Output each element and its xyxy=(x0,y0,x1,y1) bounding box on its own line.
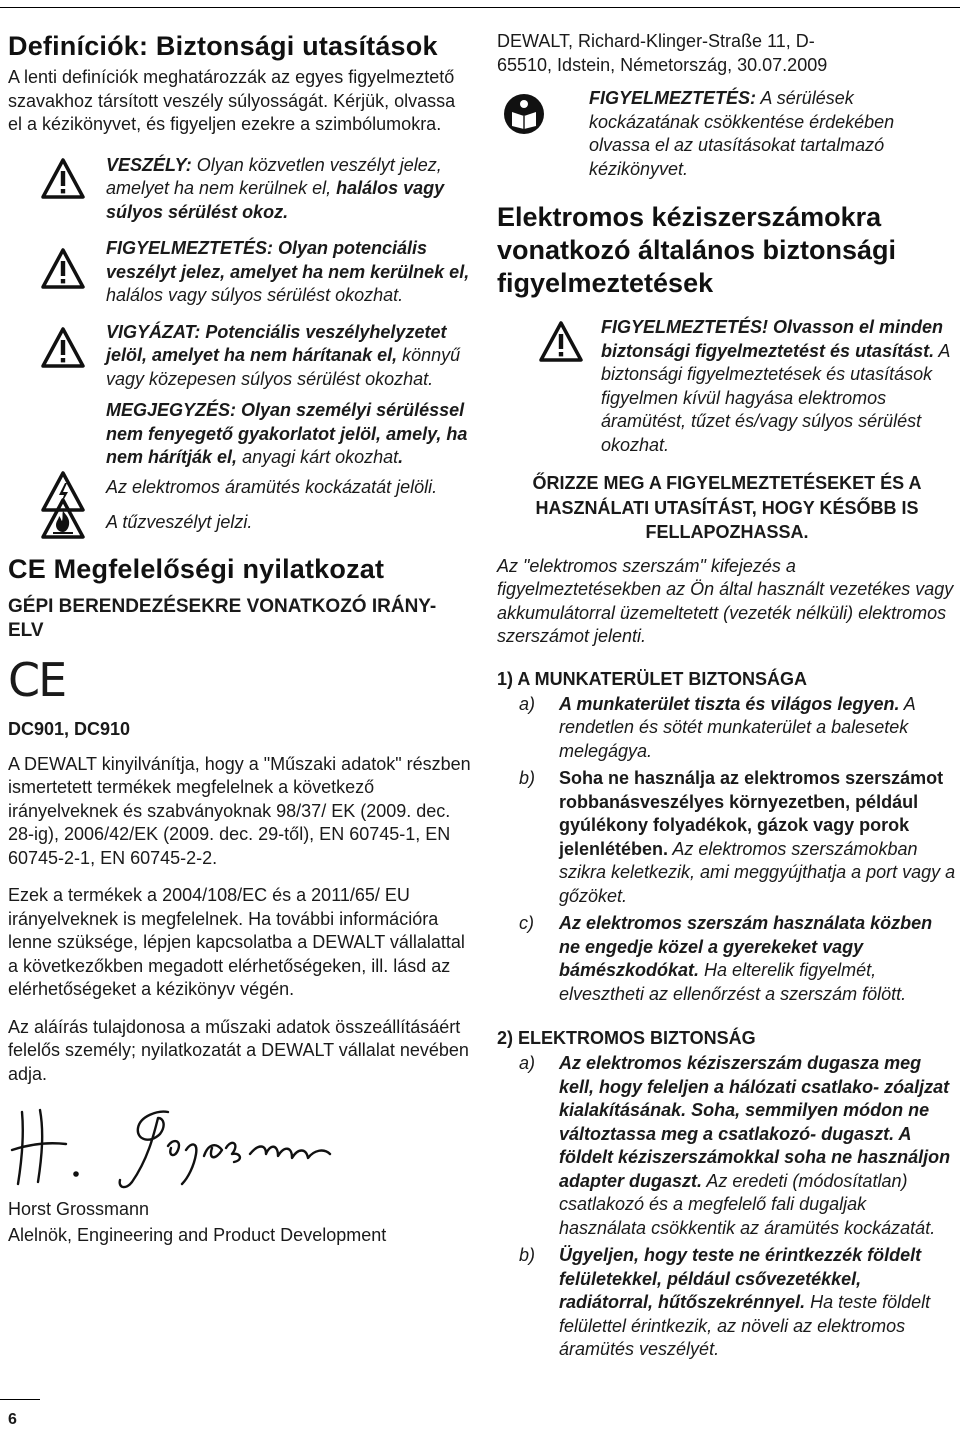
page-number: 6 xyxy=(8,1411,17,1428)
top-rule xyxy=(0,7,960,8)
warning-triangle-icon xyxy=(538,320,584,364)
signer-name: Horst Grossmann xyxy=(8,1199,150,1219)
ce-title: CE Megfelelőségi nyilatkozat xyxy=(8,553,385,584)
notice-word: MEGJEGYZÉS: xyxy=(106,400,237,420)
section-title: Elektromos kéziszerszámokra vonatkozó általános biztonsági figyelmeztetések xyxy=(497,202,897,298)
footer-rule xyxy=(0,1399,40,1400)
manual-warning-word: FIGYELMEZTETÉS: xyxy=(589,88,757,108)
section-heading: 2) ELEKTROMOS BIZTONSÁG xyxy=(497,1028,756,1048)
keep-instructions-notice: ŐRIZZE MEG A FIGYELMEZTETÉSEKET ÉS A HASZNÁLATI UTASÍTÁST, HOGY KÉSŐBB IS FELLAPOZHASSA. xyxy=(532,473,922,542)
manual-warning: FIGYELMEZTETÉS: A sérülések kockázatának csökkentése érdekében olvassa el az utasításokat tartalmazó kézikönyvet. xyxy=(497,87,957,181)
ce-para2: Ezek a termékek a 2004/108/EC és a 2011/65/ EU irányelveknek is megfelelnek. Ha további információra lenne szüksége, lépjen kapcsolatba a DEWALT vállalattal a következőkben megadott elérhetőségeken, ill. lásd az elérhetőségeket a kézikönyv végén. xyxy=(8,885,465,999)
caution-word: VIGYÁZAT: xyxy=(106,321,201,342)
list-item: b) Soha ne használja az elektromos szerszámot robbanásveszélyes környezetben, például gyúlékony folyadékok, gázok vagy porok jelenlétében. Az elektromos szerszámokban szikra keletkezik, ami meggyújthatja a port vagy a gőzöket. xyxy=(519,768,956,906)
definitions-title: Definíciók: Biztonsági utasítások xyxy=(8,31,438,61)
left-column xyxy=(8,30,472,1247)
manufacturer-address: DEWALT, Richard-Klinger-Straße 11, D-65510, Idstein, Németország, 30.07.2009 xyxy=(497,31,828,75)
general-warning: FIGYELMEZTETÉS! Olvasson el minden biztonsági figyelmeztetést és utasítást. A biztonsági figyelmeztetések és utasítások figyelmen kívül hagyása elektromos áramütést, tűzet és/vagy súlyos sérülést okozhat. xyxy=(497,316,957,457)
list-item: a) A munkaterület tiszta és világos legyen. A rendetlen és sötét munkaterület a balesetek melegágya. xyxy=(519,693,916,761)
ce-models: DC901, DC910 xyxy=(8,718,131,739)
notice-definition: MEGJEGYZÉS: Olyan személyi sérüléssel nem fenyegető gyakorlatot jelöl, amely, ha nem hárítják el, anyagi kárt okozhat. xyxy=(106,400,468,467)
danger-word: VESZÉLY: xyxy=(106,154,192,175)
list-item: c) Az elektromos szerszám használata közben ne engedje közel a gyerekeket vagy bámészkodókat. Ha elterelik figyelmét, elvesztheti az ellenőrzést a szerszám fölött. xyxy=(519,913,933,1004)
right-column xyxy=(497,30,957,1362)
danger-definition: VESZÉLY: Olyan közvetlen veszélyt jelez, amelyet ha nem kerülnek el, halálos vagy súlyos sérülést okoz. xyxy=(8,154,472,225)
signer-title: Alelnök, Engineering and Product Development xyxy=(8,1224,387,1245)
fire-hazard-icon xyxy=(40,497,86,541)
fire-definition: A tűzveszélyt jelzi. xyxy=(8,511,472,535)
definitions-intro: A lenti definíciók meghatározzák az egyes figyelmeztető szavakhoz társított veszély súlyosságát. Kérjük, olvassa el a kézikönyvet, és figyeljen ezekre a szimbólumokra. xyxy=(8,67,456,134)
read-manual-icon xyxy=(503,93,545,135)
warning-definition: FIGYELMEZTETÉS: Olyan potenciális veszélyt jelez, amelyet ha nem kerülnek el, halálos vagy súlyos sérülést okozhat. xyxy=(8,237,472,308)
ce-mark: CE xyxy=(8,652,66,707)
electric-definition: Az elektromos áramütés kockázatát jelöli. xyxy=(8,476,472,500)
power-tool-definition: Az "elektromos szerszám" kifejezés a figyelmeztetésekben az Ön által használt vezetékes vagy akkumulátorral üzemeltetett (vezeték nélküli) elektromos szerszámot jelenti. xyxy=(497,555,954,646)
ce-para1: A DEWALT kinyilvánítja, hogy a "Műszaki adatok" részben ismertetett termékek megfelelnek a következő irányelveknek és szabványoknak 98/37/ EK (2009. dec. 28-ig), 2006/42/EK (2009. dec. 29-től), EN 60745-1, EN 60745-2-1, EN 60745-2-2. xyxy=(8,753,471,868)
section-heading: 1) A MUNKATERÜLET BIZTONSÁGA xyxy=(497,668,807,689)
list-item: b) Ügyeljen, hogy teste ne érintkezzék földelt felületekkel, például csővezetékkel, radiátorral, hűtőszekrénnyel. Ha teste földelt felülettel érintkezik, az növeli az elektromos áramütés veszélyét. xyxy=(519,1245,931,1359)
warning-triangle-icon xyxy=(40,157,86,201)
list-item: a) Az elektromos kéziszerszám dugasza meg kell, hogy feleljen a hálózati csatlako- zóaljzat kialakításának. Soha, semmilyen módon ne változtassa meg a csatlakozó- dugaszt. A földelt kéziszerszámokkal soha ne használjon adapter dugaszt. Az eredeti (módosítatlan) csatlakozó és a megfelelő fali dugaljak használata csökkentik az áramütés kockázatát. xyxy=(519,1053,951,1238)
warning-word: FIGYELMEZTETÉS: xyxy=(106,238,274,258)
ce-subtitle: GÉPI BERENDEZÉSEKRE VONATKOZÓ IRÁNY- ELV xyxy=(8,595,437,641)
ce-para3: Az aláírás tulajdonosa a műszaki adatok összeállításáért felelős személy; nyilatkozatát a DEWALT vállalat nevében adja. xyxy=(8,1016,469,1084)
warning-triangle-icon xyxy=(40,326,86,370)
warning-triangle-icon xyxy=(40,247,86,291)
signature-image xyxy=(8,1104,368,1194)
caution-definition: VIGYÁZAT: Potenciális veszélyhelyzetet jelöl, amelyet ha nem hárítanak el, könnyű vagy közepesen súlyos sérülést okozhat. xyxy=(8,321,472,392)
